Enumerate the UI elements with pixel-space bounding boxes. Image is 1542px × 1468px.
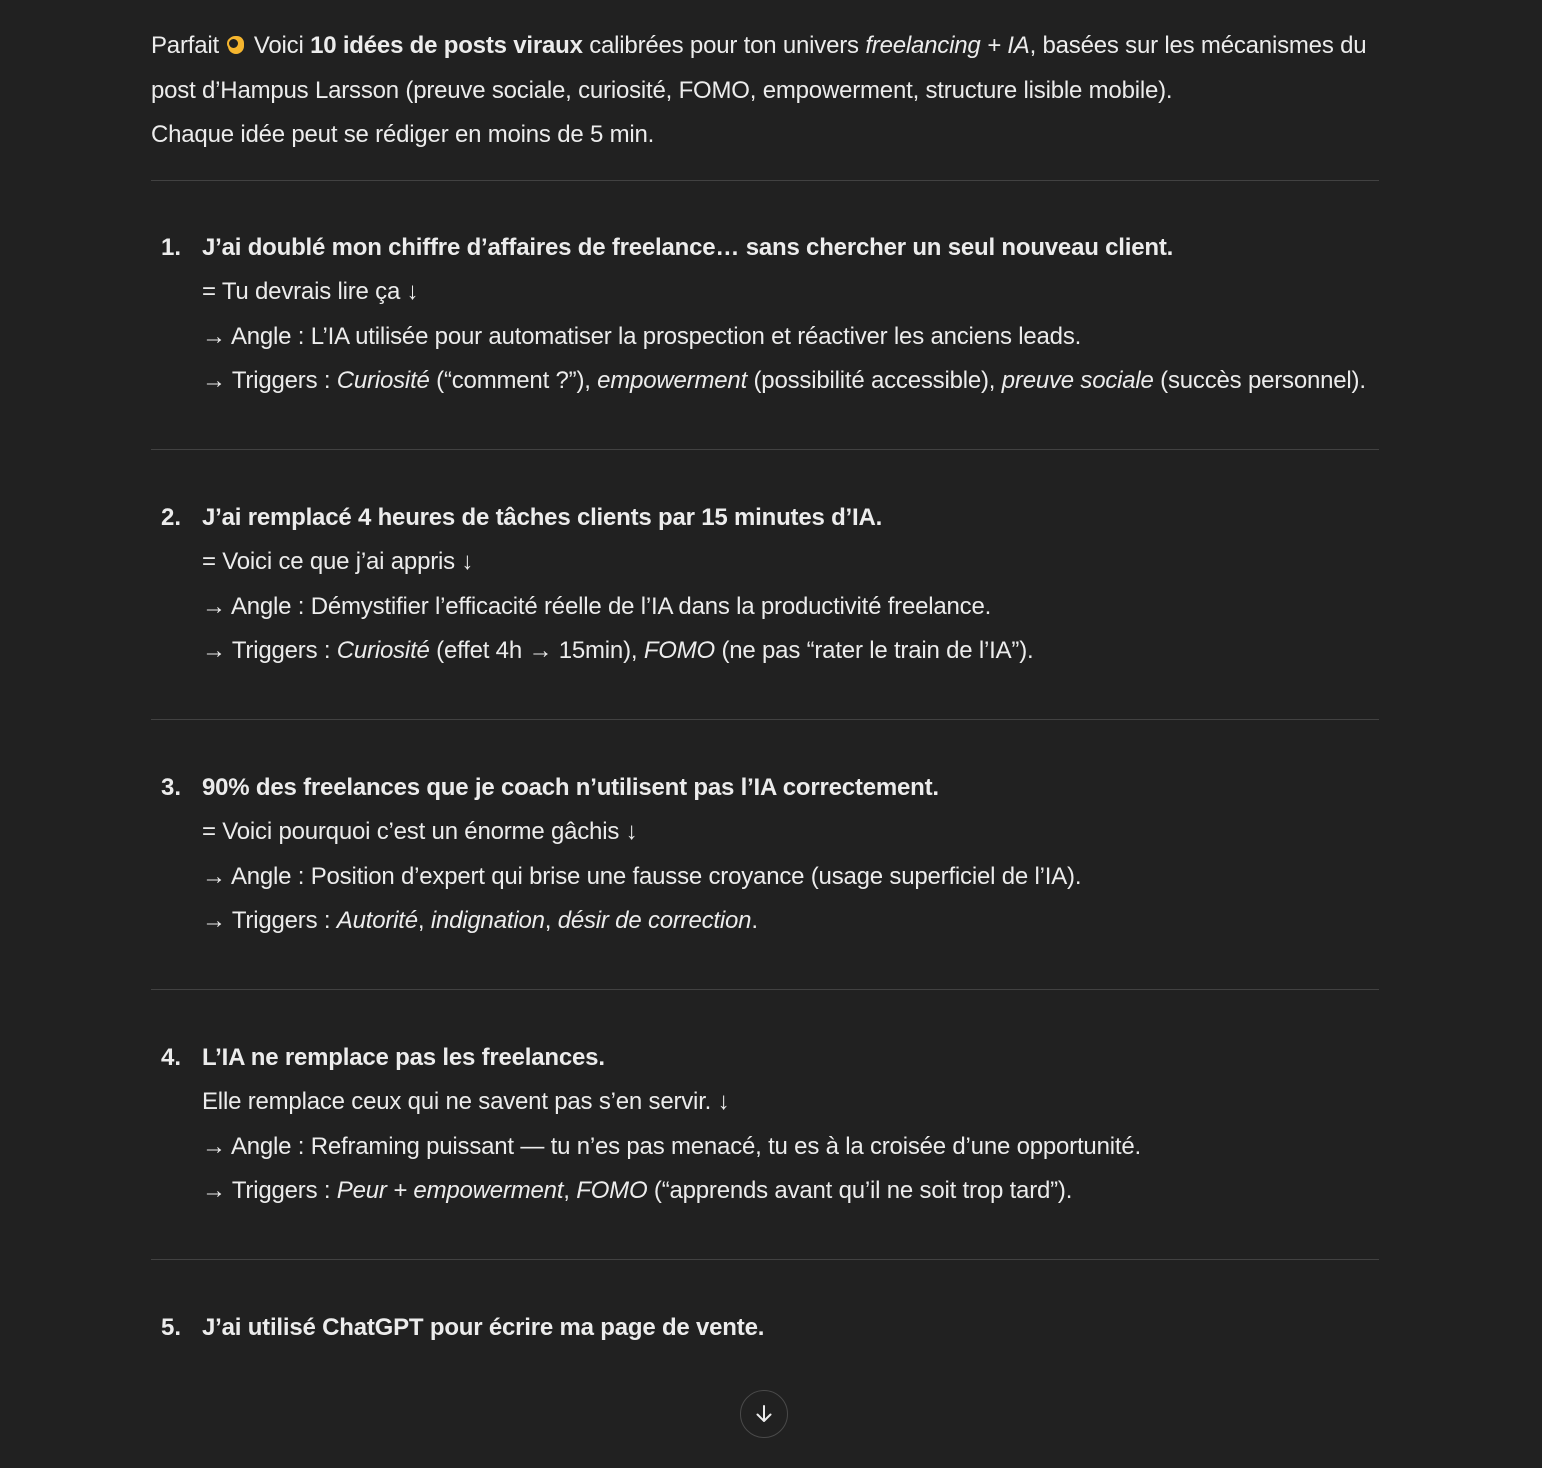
intro-note: Chaque idée peut se rédiger en moins de 5 min.	[151, 121, 655, 148]
intro-paragraph	[151, 24, 1379, 113]
intro-block	[151, 0, 1379, 158]
list-number: 4.	[161, 1043, 182, 1071]
idea-angle: → Angle : Reframing puissant — tu n’es pas menacé, tu es à la croisée d’une opportunité.	[202, 1132, 1141, 1160]
arrow-down-icon	[753, 1403, 775, 1425]
idea-title: L’IA ne remplace pas les freelances.	[202, 1043, 605, 1071]
idea-triggers: → Triggers : Curiosité (effet 4h → 15min), FOMO (ne pas “rater le train de l’IA”).	[202, 637, 1034, 664]
list-number: 3.	[161, 773, 182, 801]
idea-triggers: → Triggers : Peur + empowerment, FOMO (“apprends avant qu’il ne soit trop tard”).	[202, 1177, 1073, 1204]
idea-hook: = Voici pourquoi c’est un énorme gâchis ↓	[202, 818, 638, 845]
assistant-message	[151, 0, 1379, 1350]
scroll-to-bottom-button[interactable]	[740, 1390, 788, 1438]
idea-title: J’ai doublé mon chiffre d’affaires de freelance… sans chercher un seul nouveau client.	[202, 233, 1174, 261]
intro-text: Parfait	[151, 32, 226, 59]
idea-hook: = Tu devrais lire ça ↓	[202, 278, 419, 305]
list-number: 5.	[161, 1313, 182, 1341]
idea-item-5	[151, 1306, 1379, 1351]
idea-item-3	[151, 766, 1379, 944]
list-number: 1.	[161, 233, 182, 261]
intro-text: Voici	[247, 32, 311, 59]
intro-italic-text: freelancing + IA	[865, 32, 1030, 59]
idea-item-4	[151, 1036, 1379, 1214]
intro-text: calibrées pour ton univers	[582, 32, 866, 59]
ok-hand-icon	[225, 34, 247, 56]
idea-triggers: → Triggers : Curiosité (“comment ?”), empowerment (possibilité accessible), preuve sociale (succès personnel).	[202, 367, 1366, 394]
list-number: 2.	[161, 503, 182, 531]
idea-item-1	[151, 226, 1379, 404]
idea-hook: Elle remplace ceux qui ne savent pas s’en servir. ↓	[202, 1088, 730, 1115]
idea-title: J’ai utilisé ChatGPT pour écrire ma page de vente.	[202, 1313, 765, 1341]
idea-title: 90% des freelances que je coach n’utilisent pas l’IA correctement.	[202, 773, 939, 801]
idea-triggers: → Triggers : Autorité, indignation, désir de correction.	[202, 907, 758, 934]
idea-title: J’ai remplacé 4 heures de tâches clients par 15 minutes d’IA.	[202, 503, 883, 531]
intro-text: , basées sur les mécanismes du post d’Hampus Larsson (preuve sociale, curiosité, FOMO, empowerment, structure lisible mobile).	[151, 32, 1367, 104]
intro-bold-text: 10 idées de posts viraux	[310, 32, 583, 59]
idea-angle: → Angle : L’IA utilisée pour automatiser la prospection et réactiver les anciens leads.	[202, 322, 1082, 350]
idea-angle: → Angle : Position d’expert qui brise une fausse croyance (usage superficiel de l’IA).	[202, 862, 1082, 890]
idea-item-2	[151, 496, 1379, 674]
idea-hook: = Voici ce que j’ai appris ↓	[202, 548, 474, 575]
idea-angle: → Angle : Démystifier l’efficacité réelle de l’IA dans la productivité freelance.	[202, 592, 992, 620]
